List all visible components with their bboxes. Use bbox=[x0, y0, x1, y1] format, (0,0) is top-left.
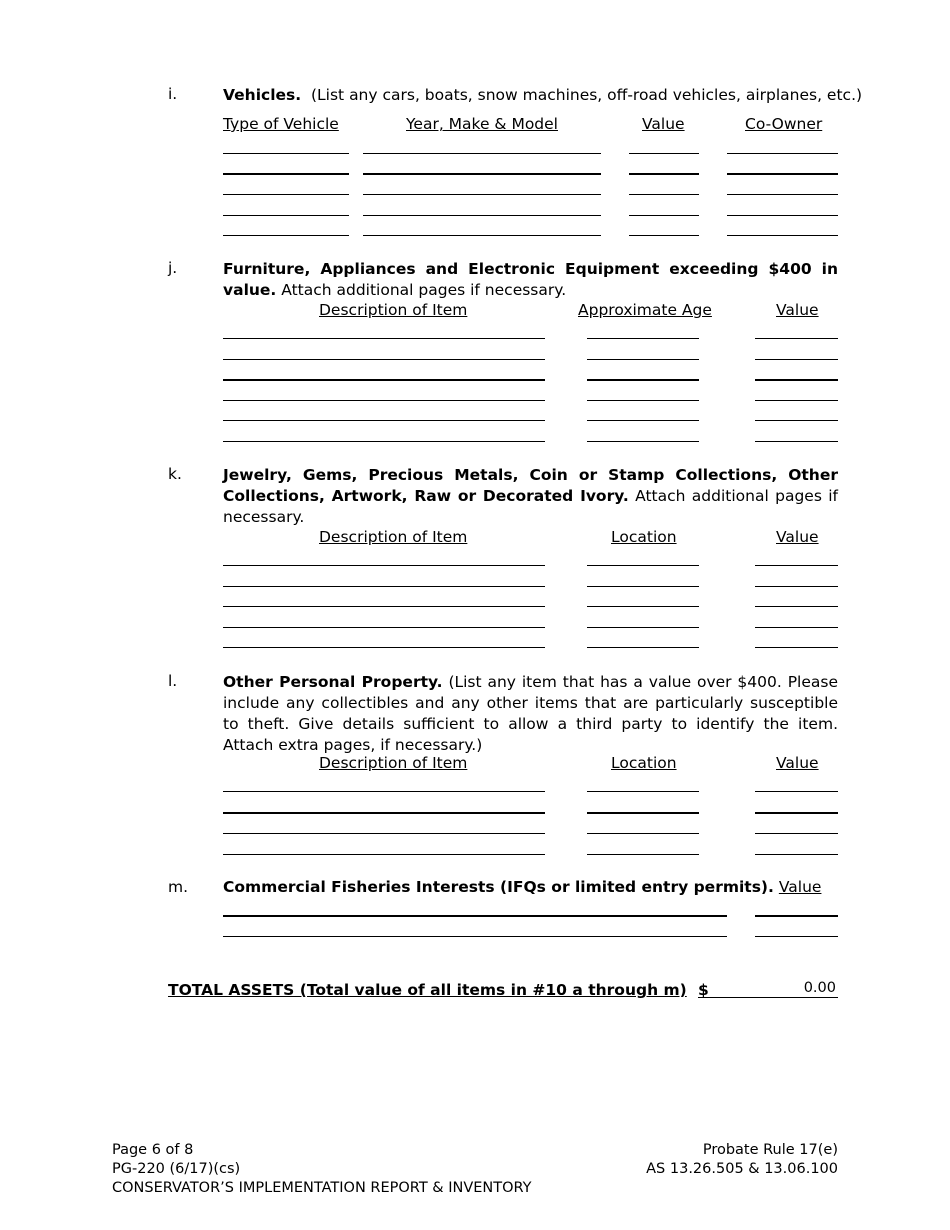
blank-line[interactable] bbox=[363, 153, 601, 154]
col-header-year-make-model: Year, Make & Model bbox=[406, 115, 558, 133]
blank-line[interactable] bbox=[587, 441, 699, 442]
blank-line[interactable] bbox=[587, 400, 699, 401]
section-l-heading bbox=[223, 672, 838, 756]
blank-line[interactable] bbox=[755, 833, 838, 834]
blank-line[interactable] bbox=[587, 833, 699, 834]
section-l-text: (List any item that has a value over $400. Please include any collectibles and any other items that are particularly susceptible to theft. Give details sufficient to allow a third party to identify the item. Attach extra pages, if necessary.) bbox=[223, 673, 838, 754]
blank-line[interactable] bbox=[755, 812, 838, 814]
blank-line[interactable] bbox=[223, 627, 545, 628]
blank-line[interactable] bbox=[629, 235, 699, 236]
blank-line[interactable] bbox=[755, 647, 838, 648]
blank-line[interactable] bbox=[587, 565, 699, 566]
section-k-text: Attach additional pages if necessary. bbox=[223, 487, 838, 526]
col-header-location: Location bbox=[611, 528, 677, 546]
section-l-title: Other Personal Property. bbox=[223, 673, 443, 691]
blank-line[interactable] bbox=[755, 627, 838, 628]
section-i-text: (List any cars, boats, snow machines, off-road vehicles, airplanes, etc.) bbox=[301, 86, 863, 104]
section-k-heading bbox=[223, 465, 838, 528]
footer-left bbox=[112, 1141, 532, 1198]
blank-line[interactable] bbox=[587, 627, 699, 628]
blank-line[interactable] bbox=[223, 565, 545, 566]
blank-line[interactable] bbox=[587, 586, 699, 587]
blank-line[interactable] bbox=[587, 379, 699, 381]
footer-rule: Probate Rule 17(e) bbox=[702, 1142, 838, 1158]
section-i-heading bbox=[223, 85, 863, 106]
blank-line[interactable] bbox=[755, 420, 838, 421]
blank-line[interactable] bbox=[223, 854, 545, 855]
col-header-value: Value bbox=[778, 878, 822, 896]
blank-line[interactable] bbox=[223, 420, 545, 421]
blank-line[interactable] bbox=[223, 359, 545, 360]
blank-line[interactable] bbox=[223, 441, 545, 442]
blank-line[interactable] bbox=[755, 338, 838, 339]
section-j-heading bbox=[223, 259, 838, 301]
blank-line[interactable] bbox=[223, 400, 545, 401]
section-l-letter: l. bbox=[168, 672, 178, 690]
blank-line[interactable] bbox=[587, 606, 699, 607]
section-m-letter: m. bbox=[168, 878, 189, 896]
col-header-description: Description of Item bbox=[319, 754, 468, 772]
blank-line[interactable] bbox=[223, 833, 545, 834]
blank-line[interactable] bbox=[363, 173, 601, 175]
blank-line[interactable] bbox=[755, 565, 838, 566]
col-header-description: Description of Item bbox=[319, 528, 468, 546]
footer-page-number: Page 6 of 8 bbox=[112, 1142, 194, 1158]
section-k-letter: k. bbox=[168, 465, 182, 483]
total-value-line bbox=[698, 997, 838, 998]
blank-line[interactable] bbox=[755, 606, 838, 607]
col-header-value: Value bbox=[776, 301, 819, 319]
col-header-type-of-vehicle: Type of Vehicle bbox=[223, 115, 339, 133]
footer-form-id: PG-220 (6/17)(cs) bbox=[112, 1161, 241, 1177]
blank-line[interactable] bbox=[727, 153, 838, 154]
blank-line[interactable] bbox=[223, 235, 349, 236]
section-m-title: Commercial Fisheries Interests (IFQs or limited entry permits). bbox=[223, 878, 774, 896]
blank-line[interactable] bbox=[755, 936, 838, 937]
col-header-value: Value bbox=[642, 115, 685, 133]
blank-line[interactable] bbox=[755, 400, 838, 401]
blank-line[interactable] bbox=[755, 441, 838, 442]
blank-line[interactable] bbox=[223, 791, 545, 792]
blank-line[interactable] bbox=[223, 173, 349, 175]
section-m-heading bbox=[223, 878, 821, 896]
total-currency: $ bbox=[698, 981, 709, 999]
blank-line[interactable] bbox=[727, 173, 838, 175]
blank-line[interactable] bbox=[363, 235, 601, 236]
blank-line[interactable] bbox=[727, 194, 838, 195]
blank-line[interactable] bbox=[223, 194, 349, 195]
col-header-co-owner: Co-Owner bbox=[745, 115, 823, 133]
blank-line[interactable] bbox=[223, 338, 545, 339]
blank-line[interactable] bbox=[223, 379, 545, 381]
section-k-title: Jewelry, Gems, Precious Metals, Coin or Stamp Collections, Other Collections, Artwork, Raw or Decorated Ivory. bbox=[223, 466, 838, 505]
blank-line[interactable] bbox=[587, 854, 699, 855]
col-header-value: Value bbox=[776, 754, 819, 772]
col-header-description: Description of Item bbox=[319, 301, 468, 319]
footer-right bbox=[560, 1141, 838, 1179]
section-i-letter: i. bbox=[168, 85, 178, 103]
footer-form-title: CONSERVATOR’S IMPLEMENTATION REPORT & INVENTORY bbox=[112, 1180, 532, 1196]
blank-line[interactable] bbox=[755, 854, 838, 855]
blank-line[interactable] bbox=[363, 215, 601, 216]
blank-line[interactable] bbox=[629, 153, 699, 154]
total-value: 0.00 bbox=[803, 980, 836, 996]
blank-line[interactable] bbox=[755, 359, 838, 360]
blank-line[interactable] bbox=[755, 915, 838, 917]
blank-line[interactable] bbox=[587, 420, 699, 421]
blank-line[interactable] bbox=[587, 812, 699, 814]
blank-line[interactable] bbox=[727, 215, 838, 216]
blank-line[interactable] bbox=[223, 153, 349, 154]
col-header-location: Location bbox=[611, 754, 677, 772]
blank-line[interactable] bbox=[755, 791, 838, 792]
blank-line[interactable] bbox=[629, 215, 699, 216]
blank-line[interactable] bbox=[223, 586, 545, 587]
blank-line[interactable] bbox=[587, 647, 699, 648]
blank-line[interactable] bbox=[223, 812, 545, 814]
section-j-text: Attach additional pages if necessary. bbox=[276, 281, 567, 299]
blank-line[interactable] bbox=[629, 173, 699, 175]
blank-line[interactable] bbox=[727, 235, 838, 236]
blank-line[interactable] bbox=[223, 647, 545, 648]
section-j-letter: j. bbox=[168, 259, 178, 277]
blank-line[interactable] bbox=[755, 586, 838, 587]
blank-line[interactable] bbox=[587, 791, 699, 792]
blank-line[interactable] bbox=[587, 338, 699, 339]
blank-line[interactable] bbox=[363, 194, 601, 195]
blank-line[interactable] bbox=[223, 915, 727, 917]
blank-line[interactable] bbox=[755, 379, 838, 381]
section-j-title: Furniture, Appliances and Electronic Equipment exceeding $400 in value. bbox=[223, 260, 838, 299]
blank-line[interactable] bbox=[629, 194, 699, 195]
col-header-value: Value bbox=[776, 528, 819, 546]
blank-line[interactable] bbox=[223, 606, 545, 607]
blank-line[interactable] bbox=[587, 359, 699, 360]
col-header-approximate-age: Approximate Age bbox=[578, 301, 712, 319]
blank-line[interactable] bbox=[223, 936, 727, 937]
blank-line[interactable] bbox=[223, 215, 349, 216]
footer-statute: AS 13.26.505 & 13.06.100 bbox=[646, 1161, 838, 1177]
section-i-title: Vehicles. bbox=[223, 86, 302, 104]
total-assets-label: TOTAL ASSETS (Total value of all items in #10 a through m) bbox=[168, 981, 687, 999]
